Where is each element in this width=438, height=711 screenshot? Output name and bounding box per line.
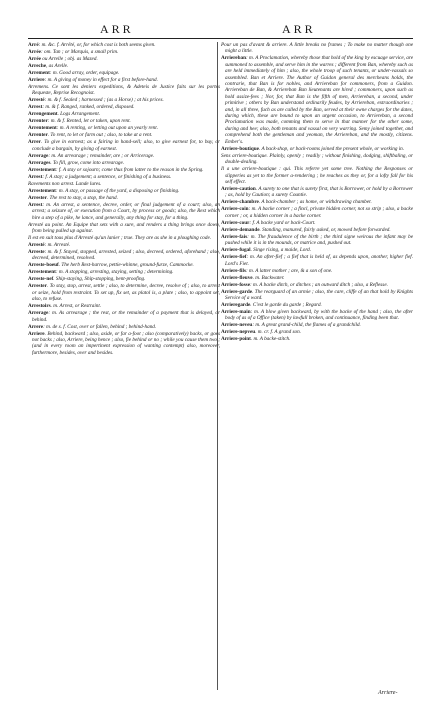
headword: Arriere-point bbox=[221, 336, 251, 343]
dictionary-entry bbox=[28, 125, 220, 131]
dictionary-entry bbox=[28, 262, 220, 268]
dictionary-entry bbox=[221, 254, 413, 267]
dictionary-entry bbox=[221, 322, 413, 328]
headword: Arresté bbox=[28, 242, 45, 249]
definition: : m. An after-fief ; a fief that is held of, as depends upon, another, higher fief. Lord's Fiet. bbox=[225, 254, 413, 267]
headword: Arriere bbox=[28, 330, 45, 337]
definition: . A surety to one that is surety first, that is Borrower, or hold by a Borrower ; as, hold by Caution; a surety Countie. bbox=[225, 185, 413, 199]
definition: Arresté au point. An Equipe that sets with a sure, and renders a thing brings once down, from being pulled up against. bbox=[28, 221, 220, 235]
dictionary-entry bbox=[28, 222, 220, 235]
dictionary-entry bbox=[28, 188, 220, 194]
dictionary-entry bbox=[28, 132, 220, 138]
dictionary-entry bbox=[221, 268, 413, 274]
dictionary-entry bbox=[221, 153, 413, 166]
dictionary-entry bbox=[28, 283, 220, 302]
definition: . To stay, stop, arrest, settle ; also, to determine, decree, resolve of ; also, to arrest or seize, hold from restraint. To set up, fix set, as platol is, a plate ; also, to appoint set, also, to refuse. bbox=[32, 283, 220, 303]
definition: : m. A latter mother ; are, & a son of one. bbox=[245, 267, 333, 274]
definition: : om. Tan ; or Marquis, a small prim. bbox=[40, 49, 119, 55]
dictionary-entry bbox=[221, 166, 413, 185]
right-column bbox=[221, 42, 413, 692]
dictionary-entry bbox=[221, 302, 413, 308]
definition: . Behind, backward ; also, aside, or far a-foot ; also (comparatively) backs, or goes not backs ; also, Arriere, being hence ; also, fie behind or no ; while you cause them two ; (and in every room an impertinent expression of wanting contempt) also, moreover, furthermore, besides, over and besides. bbox=[32, 330, 220, 356]
definition: : m. The fraudulence of the birth ; the third signe weirous the infant may be pushed while it is in the mounds, or matrice and, pushed out. bbox=[225, 233, 413, 247]
definition: : m. A stay, or passage of the yard, a disposing or finishing. bbox=[55, 187, 180, 194]
headword: Arrieregarde bbox=[221, 301, 251, 308]
dictionary-entry bbox=[28, 303, 220, 309]
dictionary-entry bbox=[28, 42, 220, 48]
dictionary-entry bbox=[28, 174, 220, 180]
dictionary-entry bbox=[28, 202, 220, 221]
definition: : f. A backe yard or back-Court. bbox=[249, 219, 316, 226]
headword: Arrere bbox=[28, 323, 44, 330]
dictionary-entry bbox=[28, 56, 220, 62]
dictionary-entry bbox=[221, 186, 413, 199]
headword: Arrest bbox=[28, 201, 43, 208]
dictionary-entry bbox=[28, 167, 220, 173]
dictionary-entry bbox=[28, 153, 220, 159]
dictionary-entry bbox=[221, 220, 413, 226]
definition: : m. de s. f. Cost, over or fallen, behind ; behind-hand. bbox=[43, 323, 157, 330]
header-left: ARR bbox=[100, 22, 134, 36]
dictionary-entry bbox=[28, 249, 220, 262]
dictionary-entry bbox=[28, 181, 220, 187]
headword: Arrement bbox=[28, 70, 50, 76]
headword: Arrestement bbox=[28, 269, 56, 276]
dictionary-entry bbox=[221, 247, 413, 253]
column-divider bbox=[217, 42, 218, 690]
definition: : m. & f. Ranged, ranked, ordered, disposed. bbox=[42, 104, 135, 111]
dictionary-entry bbox=[28, 276, 220, 282]
dictionary-entry bbox=[28, 49, 220, 55]
definition: : f. A stay; a judgement; a sentence, or finishing of a business. bbox=[42, 173, 172, 180]
definition: . The rearguard of an armie ; also, the care, cliffe of an that hold by Knights Service of a ward. bbox=[225, 288, 413, 301]
header-right: ARR bbox=[282, 22, 316, 36]
dictionary-entry bbox=[28, 111, 220, 117]
headword: Arriere-cour bbox=[221, 219, 250, 226]
dictionary-entry bbox=[28, 195, 220, 201]
catchword: Arriere- bbox=[378, 690, 398, 696]
dictionary-entry bbox=[221, 309, 413, 322]
dictionary-entry bbox=[28, 77, 220, 83]
headword: Arrenter bbox=[28, 132, 48, 139]
dictionary-entry bbox=[28, 269, 220, 275]
definition: : m. A giving of money in effect for a first before-hand. bbox=[44, 77, 158, 83]
dictionary-entry bbox=[28, 97, 220, 103]
headword: Arriere-fils bbox=[221, 267, 246, 274]
definition: : m. As arrearage ; the rest, or the remainder of a payment that is delayed, or behind. bbox=[32, 310, 220, 323]
definition: : m. Arresté. bbox=[44, 242, 71, 249]
header-rule bbox=[28, 38, 413, 39]
running-header bbox=[28, 22, 413, 36]
headword: Arrestement bbox=[28, 187, 56, 194]
left-column bbox=[28, 42, 220, 692]
headword: Arrerages bbox=[28, 159, 51, 166]
headword: Arrestement bbox=[28, 166, 56, 173]
definition: ou Arrelle ; obj. as Mazed. bbox=[40, 56, 98, 62]
headword: Arreche bbox=[28, 63, 47, 69]
dictionary-entry bbox=[221, 336, 413, 342]
headword: Arriere-fief bbox=[221, 254, 247, 261]
definition: . m. A backe-stitch. bbox=[250, 336, 291, 343]
headword: Arreste bbox=[28, 249, 45, 256]
definition: . m. Arrest, or Restraint. bbox=[50, 303, 102, 310]
definition: . Singe rising, a maide, Lord. bbox=[250, 247, 312, 254]
dictionary-entry bbox=[28, 331, 220, 357]
definition: . To give in earnest; as a fairing in hand-sell; also, to give earnest for, to buy, or conclude a bargain, by giving of earnest. bbox=[32, 139, 220, 152]
headword: Arrester bbox=[28, 194, 47, 201]
dictionary-entry bbox=[221, 234, 413, 247]
definition: : m. A backe ditch, or ditches ; an outward ditch ; also, a Reflesse. bbox=[250, 281, 388, 288]
dictionary-entry bbox=[221, 227, 413, 233]
definition: Il a une arriere-boutique : qui. This referre yet some tree. Nothing the Responses or slipperies as yet to the former a-rendering ; he reaches as they or, for a lofty fall for his self effect. bbox=[221, 166, 413, 185]
headword: Arriere-caution bbox=[221, 185, 256, 192]
headword: Arriere bbox=[28, 77, 45, 83]
definition: : m. A great grand-child, the flames of a grandchild. bbox=[252, 322, 361, 329]
headword: Arriere-demande bbox=[221, 226, 260, 233]
headword: Arriere-fais bbox=[221, 233, 248, 240]
definition: . Logs Arrangement. bbox=[57, 111, 101, 118]
headword: Arriere-coin bbox=[221, 206, 249, 213]
dictionary-entry bbox=[28, 84, 220, 97]
headword: Arrerage bbox=[28, 310, 49, 317]
definition: , as Arelle. bbox=[46, 63, 69, 69]
headword: Arriere-fugal bbox=[221, 247, 251, 254]
dictionary-entry bbox=[221, 282, 413, 288]
dictionary-entry bbox=[28, 160, 220, 166]
headword: Arrentement bbox=[28, 125, 57, 132]
headword: Arresté bbox=[28, 97, 45, 104]
headword: Arriere-chambre bbox=[221, 199, 259, 206]
definition: : m. Good array, order, equipage. bbox=[49, 70, 120, 76]
definition: . To fill, grow, come into arrearage. bbox=[50, 159, 125, 166]
dictionary-entry bbox=[28, 70, 220, 76]
dictionary-entry bbox=[28, 242, 220, 248]
definition: : m. An arrest, a sentence, decree, order, or final judgement of a court; also, an arrest; a seizure of, or execution from a Court, by process or goods; also, the Rest which hire a step of a pike, he lance, and generally, any thing for stay, for a thing. bbox=[32, 201, 220, 221]
definition: . A back-chamber ; as home, or withdrawing chamber. bbox=[258, 199, 372, 206]
definition: : m. A renting, or letting out upon an yearly rent. bbox=[56, 125, 159, 132]
definition: : f. A stay or sojourn; come thus from latter to the reason in the Spring. bbox=[55, 166, 204, 173]
definition: : m. An arrearage ; remainder, are ; or Arricerage. bbox=[48, 152, 155, 159]
dictionary-entry bbox=[221, 289, 413, 302]
headword: Arreste-nef bbox=[28, 276, 54, 283]
headword: Arriere-main bbox=[221, 308, 251, 315]
headword: Arrée bbox=[28, 49, 41, 55]
definition: : m. A Proclamation, whereby those that hold of the king by escuage service, are summoned to assemble, and serve him in the warres ; different from Ban, whereby such as are held immediately of him ; also, the whole troop of such tenants, or under-vassals so assembled. Ban et Arriere. The Author of Guidon general des mercheans holds, the contrarie, that Ban is for nobles, and Arriereban for commoners, from a Guidon. Arriereban de Ban, & Arriereban Ban lieutenants are hired ; commoners, upon such as hold assize-fees ; Nor, for, that Ban is the fifth of men, Arriereban, a second, under primitive ; others by Ban understand ordinarily feudes, by Arriereban, extraordinaries ; and, in all three, fuch as are called by the Ban, served at their owne charges for the dates, during which, these are bound to upon an urgent occasion, to Arriereban, a second Proclamation was made, comming them to serve in that manner for the other some, during and hee; also, both tenants and vassal on very warring. Semy joined together, and comprehend both the gentleman and yeoman, the Arriereban, and the mostly, citizens. Ember's. bbox=[225, 55, 413, 145]
definition: Pour un pas d'avant & arriere. A little breaks no frames ; To make no matter though one might a little. bbox=[221, 42, 413, 55]
definition: Sens arriere-boutique. Plainly, openly ; readily ; without finishing, dodging, shiftbaling, or double-dealing. bbox=[221, 152, 413, 166]
definition: : m. & f. Sealed ; harnessed ; (as a Horse) ; at his prices. bbox=[44, 97, 164, 104]
dictionary-entry bbox=[221, 329, 413, 335]
dictionary-entry bbox=[28, 235, 220, 241]
dictionary-entry bbox=[28, 310, 220, 323]
definition: . To rent, to let or farm out ; also, to take at a rent. bbox=[47, 132, 153, 139]
definition: : m. A blow given backward, by with the backe of the hand ; also, the after body of as of a Office (taken) by lawfull broken, and continuance, finding been that. bbox=[225, 308, 413, 322]
definition: : m. A stopping, arresting, staying, setting ; determining. bbox=[55, 269, 174, 276]
headword: Arrest bbox=[28, 104, 43, 111]
definition: : m. &c. f. Arrêté, or, for which cost is both seems given. bbox=[38, 42, 156, 48]
headword: Arriere-fleuve bbox=[221, 274, 253, 281]
dictionary-entry bbox=[221, 199, 413, 205]
definition: . Ship-staying, Ship-stopping, bent-proofing. bbox=[53, 276, 146, 283]
dictionary-entry bbox=[28, 118, 220, 124]
headword: Arrerage bbox=[28, 152, 49, 159]
dictionary-entry bbox=[28, 139, 220, 152]
definition: Il est en suit tous plus d'Arresté qu'un lanier ; true. They are as she in a ploughing code. bbox=[28, 235, 212, 242]
headword: Arrer bbox=[28, 139, 41, 146]
headword: Arriere-neveu bbox=[221, 322, 253, 329]
dictionary-entry bbox=[28, 63, 220, 69]
definition: . The herb Rest-harrow, pettie-whinne, ground-furze, Cammocke. bbox=[58, 262, 194, 269]
definition: . Standing, manured, fairly asked, or, mowed before forwarded. bbox=[259, 226, 391, 233]
dictionary-entry bbox=[221, 42, 413, 55]
headword: Arriereban bbox=[221, 55, 246, 62]
headword: Arriere-nepveu bbox=[221, 329, 256, 336]
definition: : m. A backe corner ; a fincl, private hidden corner, not so strip ; also, a backe corner ; or, a hidden corner in a backe corner. bbox=[225, 206, 413, 219]
headword: Arrée bbox=[28, 56, 41, 62]
headword: Arrest bbox=[28, 173, 43, 180]
definition: Ravements non arrest. Lande lures. bbox=[28, 180, 102, 187]
definition: . The rest to stay, a stop, the hand. bbox=[46, 194, 118, 201]
dictionary-entry bbox=[221, 275, 413, 281]
definition: . m. cr. f. A grand son. bbox=[255, 329, 301, 336]
definition: : m. & f. Rented, let or taken, upon rent. bbox=[47, 118, 131, 125]
headword: Arrestoirs bbox=[28, 303, 51, 310]
headword: Arriere-boutique bbox=[221, 145, 259, 152]
definition: . m. Backwater. bbox=[252, 274, 285, 281]
dictionary-entry bbox=[221, 146, 413, 152]
dictionary-entry bbox=[28, 324, 220, 330]
headword: Arreste-boeuf bbox=[28, 262, 59, 269]
headword: Arrester bbox=[28, 283, 47, 290]
headword: Arrenter bbox=[28, 118, 48, 125]
headword: Arré bbox=[28, 42, 39, 48]
headword: Arriere-fosse bbox=[221, 281, 250, 288]
dictionary-entry bbox=[221, 206, 413, 219]
definition: Arremens. Ce sont les deniers expeditions, & Adeteis de Justice faits sur les portes Requeste, Reprise Recognoist. bbox=[28, 84, 220, 97]
definition: . C'est le garde du garde ; Regard. bbox=[250, 301, 322, 308]
headword: Arrengement bbox=[28, 111, 58, 118]
definition: . A back-shop, or back-rooms joined the present whole, or working in. bbox=[258, 145, 405, 152]
dictionary-entry bbox=[28, 104, 220, 110]
headword: Arriere-garde bbox=[221, 288, 253, 295]
definition: : m. & f. Stayed, stopped, arrested, seized ; also, decreed, ordered, aforehand ; also, decreed, determined, resolved. bbox=[32, 249, 220, 262]
dictionary-entry bbox=[221, 55, 413, 145]
